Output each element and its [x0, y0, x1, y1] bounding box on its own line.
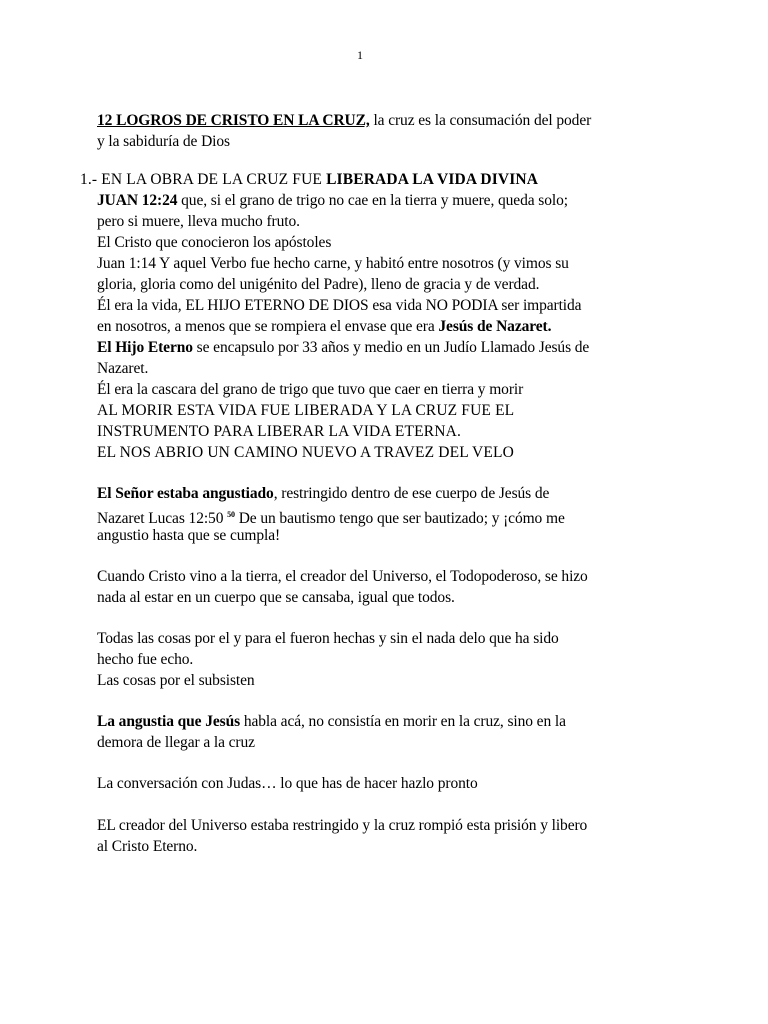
paragraph-6-line-1: La conversación con Judas… lo que has de hacer hazlo pronto: [97, 775, 478, 792]
paragraph-text: se encapsulo por 33 años y medio en un Judío Llamado Jesús de: [192, 339, 590, 356]
section-prefix: 1.- EN LA OBRA DE LA CRUZ FUE: [80, 171, 327, 188]
bold-phrase: El Hijo Eterno: [97, 339, 193, 356]
paragraph-3-line-2: nada al estar en un cuerpo que se cansaba, igual que todos.: [97, 589, 455, 606]
paragraph-text: Nazaret Lucas 12:50: [97, 510, 228, 527]
section-bold: LIBERADA LA VIDA DIVINA: [326, 171, 539, 188]
paragraph-1-line-6: Él era la vida, EL HIJO ETERNO DE DIOS esa vida NO PODIA ser impartida: [97, 297, 582, 314]
title-line: [97, 110, 591, 131]
title-rest: la cruz es la consumación del poder: [369, 112, 592, 129]
paragraph-5-line-2: demora de llegar a la cruz: [97, 734, 255, 751]
paragraph-5-line-1: [97, 711, 566, 732]
paragraph-1-line-8: [97, 337, 589, 358]
verse-number: 50: [227, 510, 235, 519]
paragraph-2-line-1: [97, 483, 549, 504]
paragraph-7-line-1: EL creador del Universo estaba restringido y la cruz rompió esta prisión y libero: [97, 817, 588, 834]
paragraph-1-line-1: [97, 190, 568, 211]
paragraph-1-line-11: AL MORIR ESTA VIDA FUE LIBERADA Y LA CRUZ FUE EL: [97, 402, 515, 419]
paragraph-7-line-2: al Cristo Eterno.: [97, 838, 198, 855]
paragraph-1-line-9: Nazaret.: [97, 360, 149, 377]
paragraph-text: en nosotros, a menos que se rompiera el envase que era: [97, 318, 439, 335]
bold-phrase: Jesús de Nazaret.: [438, 318, 552, 335]
title-line-2: y la sabiduría de Dios: [97, 133, 230, 150]
paragraph-2-line-3: angustio hasta que se cumpla!: [97, 527, 281, 544]
paragraph-text: , restringido dentro de ese cuerpo de Jesús de: [273, 485, 550, 502]
paragraph-text: habla acá, no consistía en morir en la cruz, sino en la: [240, 713, 566, 730]
paragraph-1-line-5: gloria, gloria como del unigénito del Padre), lleno de gracia y de verdad.: [97, 276, 540, 293]
page-number: 1: [357, 48, 363, 62]
paragraph-text: De un bautismo tengo que ser bautizado; y ¡cómo me: [234, 510, 565, 527]
document-title: 12 LOGROS DE CRISTO EN LA CRUZ,: [97, 112, 370, 129]
paragraph-text: que, si el grano de trigo no cae en la tierra y muere, queda solo;: [177, 192, 568, 209]
paragraph-1-line-2: pero si muere, lleva mucho fruto.: [97, 213, 300, 230]
paragraph-1-line-10: Él era la cascara del grano de trigo que tuvo que caer en tierra y morir: [97, 381, 524, 398]
paragraph-1-line-4: Juan 1:14 Y aquel Verbo fue hecho carne, y habitó entre nosotros (y vimos su: [97, 255, 569, 272]
section-heading-1: [80, 169, 538, 190]
paragraph-3-line-1: Cuando Cristo vino a la tierra, el creador del Universo, el Todopoderoso, se hizo: [97, 568, 588, 585]
paragraph-4-line-2: hecho fue echo.: [97, 651, 194, 668]
paragraph-4-line-1: Todas las cosas por el y para el fueron hechas y sin el nada delo que ha sido: [97, 630, 559, 647]
paragraph-1-line-3: El Cristo que conocieron los apóstoles: [97, 234, 332, 251]
bold-phrase: La angustia que Jesús: [97, 713, 241, 730]
paragraph-1-line-13: EL NOS ABRIO UN CAMINO NUEVO A TRAVEZ DEL VELO: [97, 444, 514, 461]
paragraph-1-line-12: INSTRUMENTO PARA LIBERAR LA VIDA ETERNA.: [97, 423, 461, 440]
bold-phrase: El Señor estaba angustiado: [97, 485, 274, 502]
scripture-ref: JUAN 12:24: [97, 192, 178, 209]
paragraph-1-line-7: [97, 316, 551, 337]
paragraph-4-line-3: Las cosas por el subsisten: [97, 672, 255, 689]
